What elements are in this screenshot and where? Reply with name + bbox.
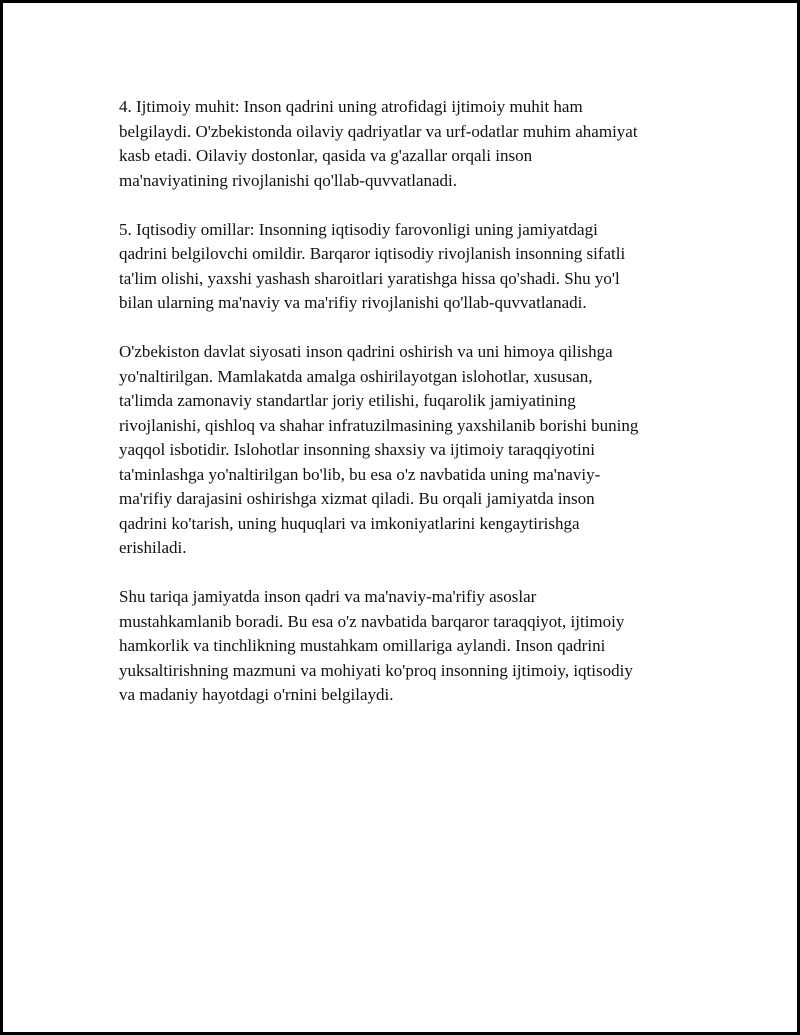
text-line: Shu tariqa jamiyatda inson qadri va ma'naviy-ma'rifiy asoslar	[119, 587, 537, 606]
text-line: ta'minlashga yo'naltirilgan bo'lib, bu esa o'z navbatida uning ma'naviy-	[119, 464, 601, 484]
text-line: ma'naviyatining rivojlanishi qo'llab-quvvatlanadi.	[119, 170, 458, 190]
text-line: qadrini belgilovchi omildir. Barqaror iqtisodiy rivojlanish insonning sifatli	[119, 244, 626, 263]
text-line: rivojlanishi, qishloq va shahar infratuzilmasining yaxshilanib borishi buning	[119, 415, 639, 435]
paragraph-economic-factors	[119, 218, 694, 316]
text-line: va madaniy hayotdagi o'rnini belgilaydi.	[119, 685, 394, 704]
text-line: 5. Iqtisodiy omillar: Insonning iqtisodiy farovonligi uning jamiyatdagi	[119, 219, 598, 239]
paragraph-conclusion	[119, 585, 694, 708]
text-line: yaqqol isbotidir. Islohotlar insonning shaxsiy va ijtimoiy taraqqiyotini	[119, 440, 595, 459]
text-line: ma'rifiy darajasini oshirishga xizmat qiladi. Bu orqali jamiyatda inson	[119, 489, 595, 508]
text-line: ta'limda zamonaviy standartlar joriy etilishi, fuqarolik jamiyatining	[119, 391, 576, 410]
text-line: O'zbekiston davlat siyosati inson qadrini oshirish va uni himoya qilishga	[119, 342, 613, 361]
text-line: 4. Ijtimoiy muhit: Inson qadrini uning atrofidagi ijtimoiy muhit ham	[119, 97, 583, 116]
document-body	[119, 95, 694, 732]
text-line: yuksaltirishning mazmuni va mohiyati ko'proq insonning ijtimoiy, iqtisodiy	[119, 660, 633, 680]
text-line: mustahkamlanib boradi. Bu esa o'z navbatida barqaror taraqqiyot, ijtimoiy	[119, 611, 625, 631]
text-line: ta'lim olishi, yaxshi yashash sharoitlari yaratishga hissa qo'shadi. Shu yo'l	[119, 268, 620, 288]
paragraph-social-environment	[119, 95, 694, 193]
text-line: bilan ularning ma'naviy va ma'rifiy rivojlanishi qo'llab-quvvatlanadi.	[119, 293, 587, 312]
text-line: erishiladi.	[119, 538, 187, 557]
text-line: yo'naltirilgan. Mamlakatda amalga oshirilayotgan islohotlar, xususan,	[119, 366, 593, 386]
text-line: kasb etadi. Oilaviy dostonlar, qasida va g'azallar orqali inson	[119, 146, 533, 165]
text-line: hamkorlik va tinchlikning mustahkam omillariga aylandi. Inson qadrini	[119, 636, 606, 655]
text-line: qadrini ko'tarish, uning huquqlari va imkoniyatlarini kengaytirishga	[119, 513, 580, 533]
text-line: belgilaydi. O'zbekistonda oilaviy qadriyatlar va urf-odatlar muhim ahamiyat	[119, 121, 638, 141]
paragraph-state-policy	[119, 340, 694, 561]
